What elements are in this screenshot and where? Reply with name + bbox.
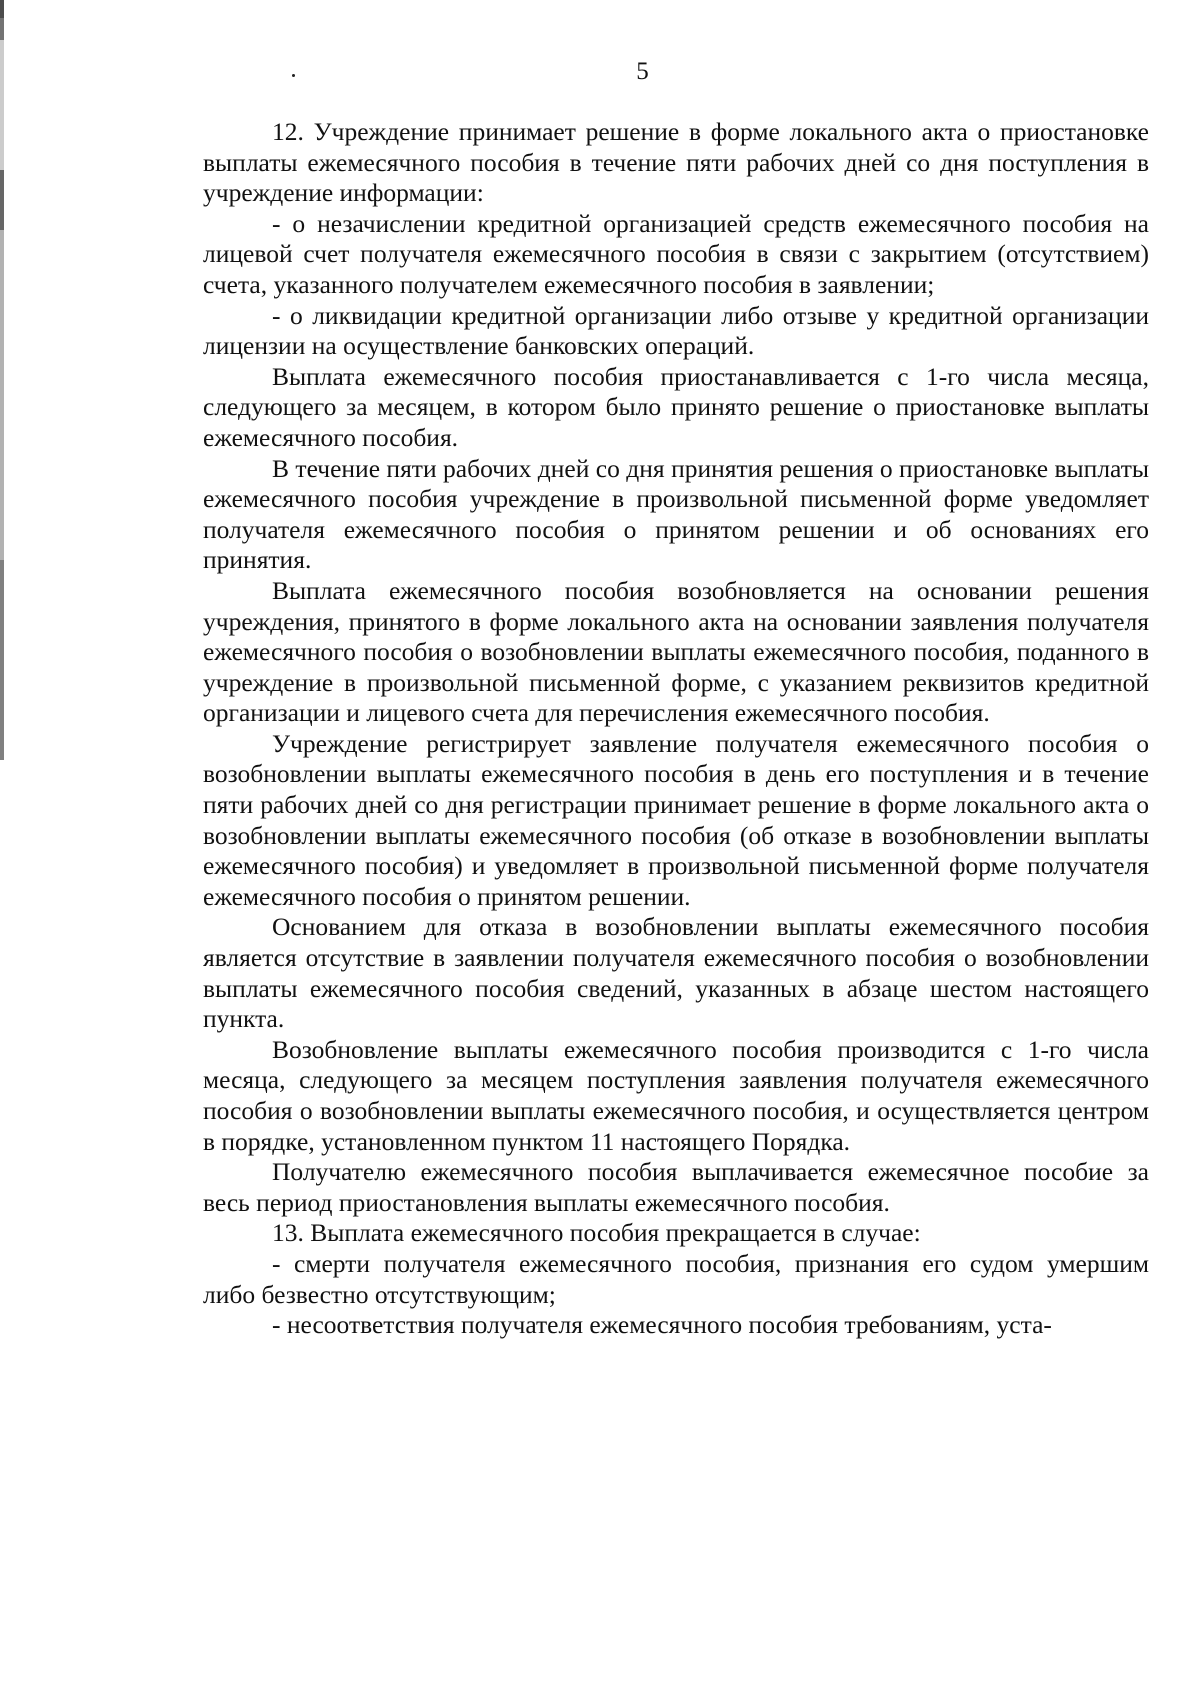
paragraph: Возобновление выплаты ежемесячного пособия производится с 1-го числа месяца, следующего за месяцем поступления заявления получателя ежемесячного пособия о возобновлении выплаты ежемесячного пособия, и осуществляется центром в порядке, установленном пунктом 11 настоящего Порядка. [203,1034,1149,1156]
paragraph-list-item: - несоответствия получателя ежемесячного пособия требованиям, уста- [272,1310,1052,1340]
paragraph-13-intro: 13. Выплата ежемесячного пособия прекращается в случае: [272,1218,921,1248]
paragraph-list-item: - смерти получателя ежемесячного пособия, признания его судом умершим либо безвестно отсутствующим; [203,1248,1149,1309]
paragraph: Основанием для отказа в возобновлении выплаты ежемесячного пособия является отсутствие в заявлении получателя ежемесячного пособия о возобновлении выплаты ежемесячного пособия сведений, указанных в абзаце шестом настоящего пункта. [203,912,1149,1034]
page-number: 5 [636,58,649,85]
paragraph: Выплата ежемесячного пособия возобновляется на основании решения учреждения, принятого в форме локального акта на основании заявления получателя ежемесячного пособия о возобновлении выплаты ежемесячного пособия, поданного в учреждение в произвольной письменной форме, с указанием реквизитов кредитной организации и лицевого счета для перечисления ежемесячного пособия. [203,575,1149,728]
paragraph: Выплата ежемесячного пособия приостанавливается с 1-го числа месяца, следующего за месяцем, в котором было принято решение о приостановке выплаты ежемесячного пособия. [203,361,1149,452]
scan-edge-artifact [0,0,4,760]
paragraph-list-item: - о ликвидации кредитной организации либо отзыве у кредитной организации лицензии на осуществление банковских операций. [203,300,1149,361]
paragraph: В течение пяти рабочих дней со дня принятия решения о приостановке выплаты ежемесячного пособия учреждение в произвольной письменной форме уведомляет получателя ежемесячного пособия о принятом решении и об основаниях его принятия. [203,453,1149,575]
document-body [203,117,1149,1341]
paragraph-12-intro: 12. Учреждение принимает решение в форме локального акта о приостановке выплаты ежемесячного пособия в течение пяти рабочих дней со дня поступления в учреждение информации: [203,117,1149,208]
paragraph-list-item: - о незачислении кредитной организацией средств ежемесячного пособия на лицевой счет получателя ежемесячного пособия в связи с закрытием (отсутствием) счета, указанного получателем ежемесячного пособия в заявлении; [203,208,1149,299]
paragraph: Получателю ежемесячного пособия выплачивается ежемесячное пособие за весь период приостановления выплаты ежемесячного пособия. [203,1157,1149,1217]
paragraph: Учреждение регистрирует заявление получателя ежемесячного пособия о возобновлении выплаты ежемесячного пособия в день его поступления и в течение пяти рабочих дней со дня регистрации принимает решение в форме локального акта о возобновлении выплаты ежемесячного пособия (об отказе в возобновлении выплаты ежемесячного пособия) и уведомляет в произвольной письменной форме получателя ежемесячного пособия о принятом решении. [203,728,1149,911]
